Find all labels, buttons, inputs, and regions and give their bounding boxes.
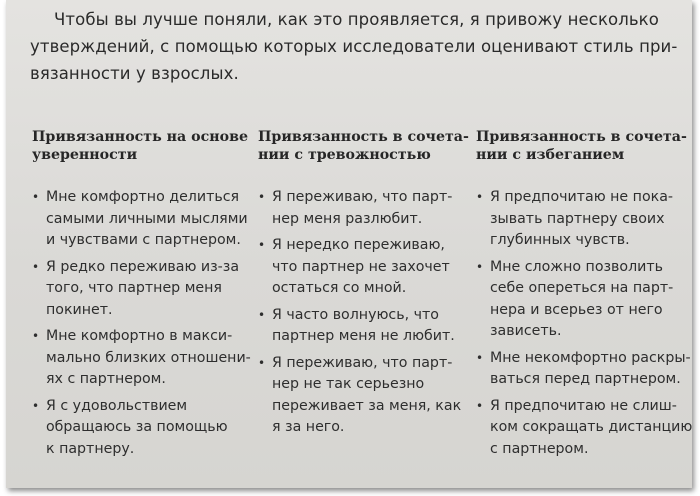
list-item <box>32 326 251 391</box>
item-line: того, что партнер меня <box>46 280 222 296</box>
heading-line: Привязанность в сочета- <box>476 129 687 145</box>
column-heading <box>476 128 687 164</box>
bullet-icon: • <box>32 259 40 274</box>
list-item <box>476 257 681 343</box>
heading-line: Привязанность на основе <box>32 129 249 145</box>
item-line: нера и всерьез от него <box>490 301 663 318</box>
list-item <box>258 353 463 439</box>
list-item <box>32 257 242 322</box>
item-line: обращаюсь за помощью <box>46 419 228 435</box>
item-line: Я предпочитаю не слиш- <box>490 397 677 414</box>
item-line: Я с удовольствием <box>46 397 188 414</box>
item-line: с партнером. <box>490 440 589 457</box>
heading-line: уверенности <box>32 147 138 163</box>
bullet-icon: • <box>476 259 484 274</box>
item-line: Я редко переживаю из-за <box>46 258 240 275</box>
item-line: Мне сложно позволить <box>490 258 664 275</box>
item-line: что партнер не захочет <box>272 258 450 275</box>
item-line: к партнеру. <box>46 440 135 457</box>
item-line: я за него. <box>272 419 345 435</box>
item-line: глубинных чувств. <box>490 232 630 248</box>
item-line: остаться со мной. <box>272 280 407 296</box>
bullet-icon: • <box>32 398 40 413</box>
bullet-icon: • <box>32 329 40 343</box>
item-line: зависеть. <box>490 323 562 339</box>
bullet-icon: • <box>476 190 484 204</box>
bullet-icon: • <box>476 398 484 413</box>
bullet-icon: • <box>258 355 266 370</box>
list-item <box>476 348 691 391</box>
item-line: покинет. <box>46 301 113 318</box>
item-line: Я переживаю, что парт- <box>272 189 453 205</box>
bullet-icon: • <box>258 307 266 322</box>
item-line: и чувствами с партнером. <box>46 232 241 248</box>
intro-line: утверждений, с помощью которых исследователи оценивают стиль при- <box>30 37 678 56</box>
item-line: ваться перед партнером. <box>490 371 681 387</box>
statement-list <box>476 187 692 460</box>
item-line: переживает за меня, как <box>272 397 462 414</box>
bullet-icon: • <box>32 190 40 204</box>
item-line: Мне комфортно в макси- <box>46 328 233 344</box>
list-item <box>258 305 463 348</box>
bullet-icon: • <box>258 238 266 252</box>
item-line: партнер меня не любит. <box>272 328 455 344</box>
bullet-icon: • <box>476 350 484 365</box>
intro-paragraph <box>30 6 680 87</box>
item-line: мально близких отношени- <box>46 349 251 366</box>
intro-line: вязанности у взрослых. <box>30 64 239 83</box>
column-anxious <box>258 128 469 444</box>
column-heading <box>32 128 249 164</box>
item-line: себе опереться на парт- <box>490 280 674 296</box>
list-item <box>32 187 248 252</box>
column-heading <box>258 128 469 164</box>
heading-line: нии с тревожностью <box>258 147 431 163</box>
heading-line: нии с избеганием <box>476 147 625 163</box>
item-line: нер не так серьезно <box>272 376 425 392</box>
item-line: Я переживаю, что парт- <box>272 354 453 371</box>
column-avoidant <box>476 128 692 465</box>
list-item <box>32 396 242 461</box>
list-item <box>476 396 692 461</box>
item-line: Я предпочитаю не пока- <box>490 189 674 205</box>
book-page <box>6 0 692 488</box>
item-line: нер меня разлюбит. <box>272 210 423 227</box>
item-line: ком сокращать дистанцию <box>490 419 692 435</box>
column-secure <box>32 128 251 465</box>
list-item <box>258 187 463 230</box>
item-line: Мне некомфортно раскры- <box>490 349 691 366</box>
item-line: Я нередко переживаю, <box>272 237 445 253</box>
statement-list <box>32 187 251 460</box>
list-item <box>476 187 681 252</box>
item-line: ях с партнером. <box>46 371 166 387</box>
item-line: зывать партнеру своих <box>490 210 665 227</box>
intro-line: Чтобы вы лучше поняли, как это проявляется, я привожу несколько <box>54 10 659 29</box>
list-item <box>258 235 463 300</box>
item-line: самыми личными мыслями <box>46 210 248 227</box>
statement-list <box>258 187 463 439</box>
item-line: Я часто волнуюсь, что <box>272 306 439 323</box>
bullet-icon: • <box>258 190 266 204</box>
item-line: Мне комфортно делиться <box>46 189 240 205</box>
heading-line: Привязанность в сочета- <box>258 129 469 145</box>
